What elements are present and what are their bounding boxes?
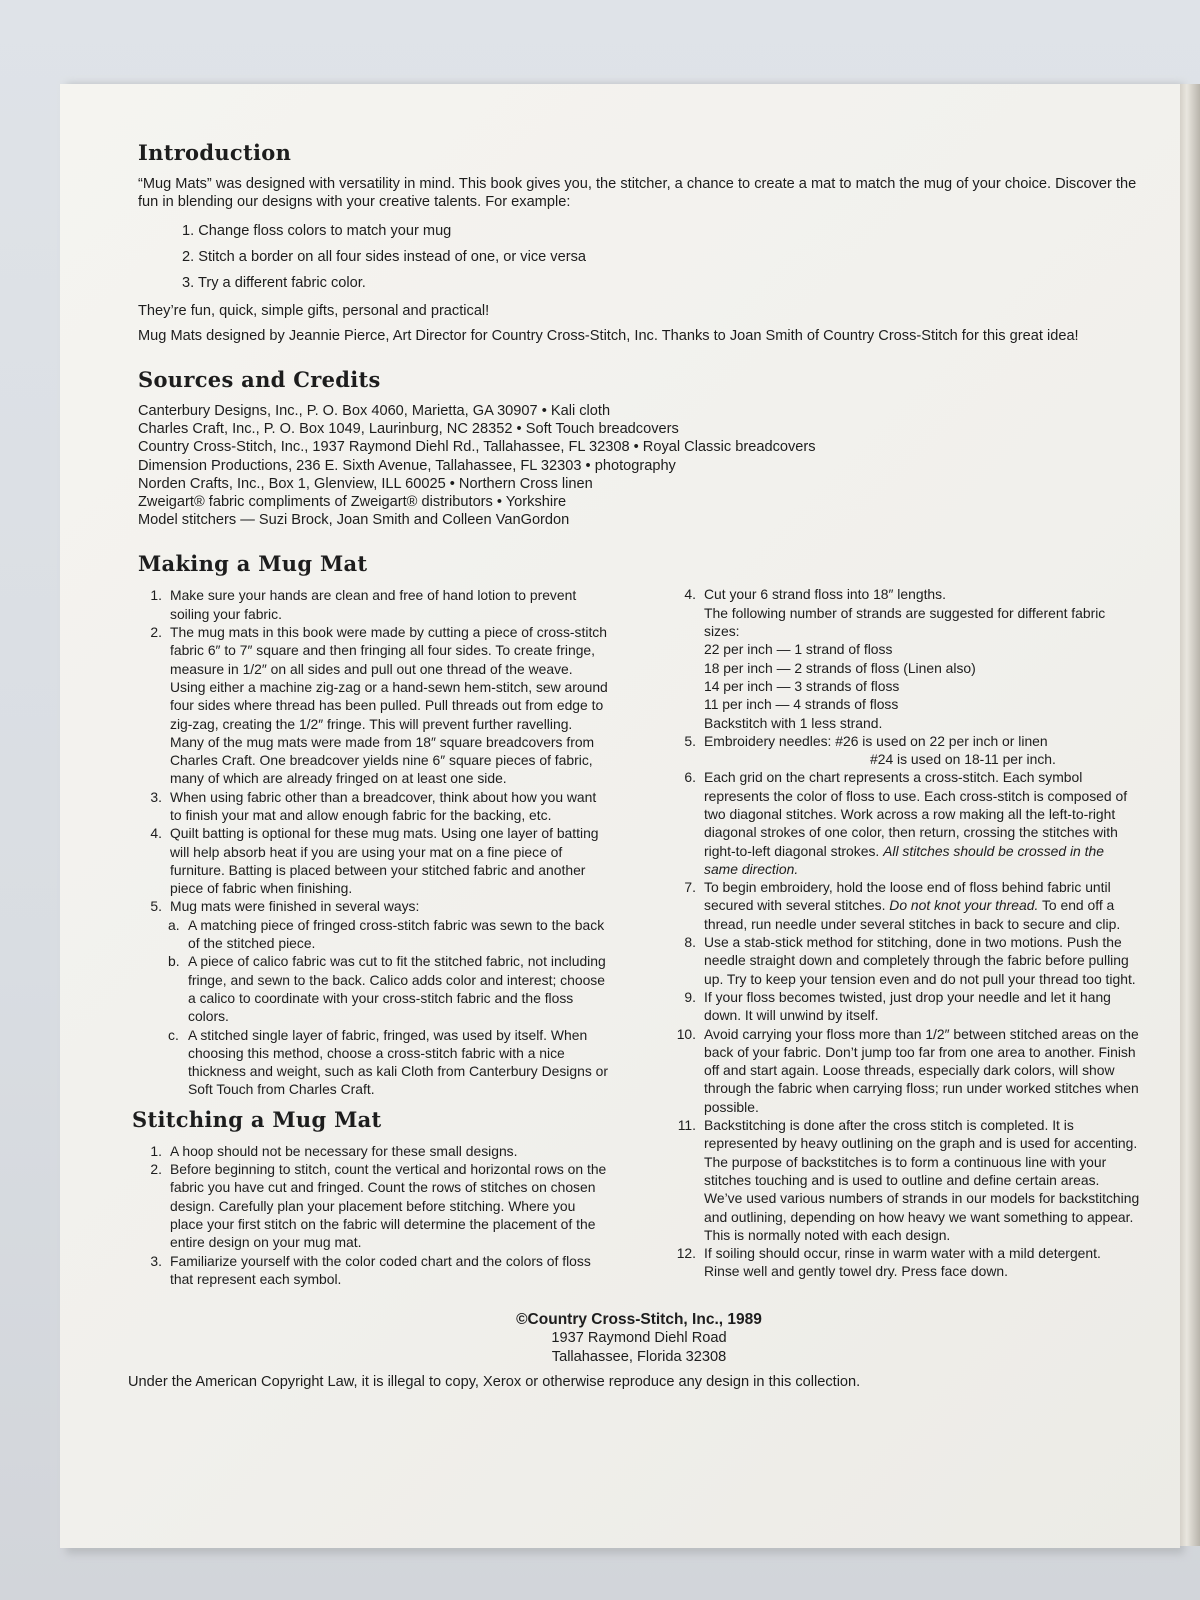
examples-list xyxy=(138,218,1140,296)
source-line: Dimension Productions, 236 E. Sixth Avenue, Tallahassee, FL 32303 • photography xyxy=(138,457,676,474)
continued-steps xyxy=(672,585,1140,1280)
step-backstitching: 11. Backstitching is done after the cross stitch is completed. It is represented by heavy outlining on the graph and is used for accenting. The purpose of backstitches is to form a continuous line with your stitches touching and is used to outline and define certain areas. We’ve used various numbers of strands in our models for backstitching and outlining, depending on how heavy we want something to appear. This is normally noted with each design. xyxy=(677,1117,1140,1243)
stitching-steps xyxy=(138,1142,610,1288)
copyright-notice: Under the American Copyright Law, it is illegal to copy, Xerox or otherwise reproduce any design in this collection. xyxy=(128,1374,861,1391)
step-twisted-floss: 9. If your floss becomes twisted, just drop your needle and let it hang down. It will unwind by itself. xyxy=(684,988,1111,1024)
finishing-method: a. A matching piece of fringed cross-stitch fabric was sewn to the back of the stitched piece. xyxy=(168,916,605,952)
copyright-line: ©Country Cross-Stitch, Inc., 1989 xyxy=(516,1311,762,1329)
step-soiling: 12. If soiling should occur, rinse in warm water with a mild detergent. Rinse well and gently towel dry. Press face down. xyxy=(676,1245,1101,1280)
source-line: Norden Crafts, Inc., Box 1, Glenview, ILL 60025 • Northern Cross linen xyxy=(138,475,593,492)
instruction-columns xyxy=(132,551,1140,1288)
source-line: Zweigart® fabric compliments of Zweigart® distributors • Yorkshire xyxy=(138,494,567,511)
address-line: 1937 Raymond Diehl Road xyxy=(551,1330,727,1347)
booklet-page xyxy=(60,84,1180,1548)
booklet-spine xyxy=(1178,84,1200,1546)
designer-credit: Mug Mats designed by Jeannie Pierce, Art Director for Country Cross-Stitch, Inc. Thanks to Joan Smith of Country Cross-Stitch for this great idea! xyxy=(138,328,1079,344)
stitching-step: 2. Before beginning to stitch, count the vertical and horizontal rows on the fabric you have cut and fringed. Count the rows of stitches on chosen design. Carefully plan your placement before stitching. Where you place your first stitch on the fabric will determine the placement of the entire design on your mug mat. xyxy=(150,1161,607,1251)
step-stab-stitch: 8. Use a stab-stick method for stitching, done in two motions. Push the needle straight down and completely through the fabric before pulling up. Try to keep your tension even and do not pull your thread too tight. xyxy=(684,934,1136,987)
finishing-method: c. A stitched single layer of fabric, fringed, was used by itself. When choosing this method, choose a cross-stitch fabric with a nice thickness and weight, such as kali Cloth from Canterbury Designs or Soft Touch from Charles Craft. xyxy=(168,1026,608,1098)
gifts-line: They’re fun, quick, simple gifts, personal and practical! xyxy=(138,303,490,319)
making-steps xyxy=(138,586,610,915)
making-step: 4. Quilt batting is optional for these mug mats. Using one layer of batting will help absorb heat if you are using your mat on a fine piece of furniture. Batting is placed between your stitched fabric and another piece of fabric when finishing. xyxy=(150,825,599,897)
left-column xyxy=(132,551,610,1288)
address-line: Tallahassee, Florida 32308 xyxy=(551,1348,727,1365)
finishing-method: b. A piece of calico fabric was cut to fit the stitched fabric, not including fringe, and sewn to the back. Calico adds color and interest; choose a calico to coordinate with your cross-stitch fabric and the floss colors. xyxy=(168,953,606,1025)
right-column xyxy=(672,551,1140,1288)
stitching-step: 3. Familiarize yourself with the color coded chart and the colors of floss that represent each symbol. xyxy=(150,1252,591,1287)
making-step: 1. Make sure your hands are clean and free of hand lotion to prevent soiling your fabric. xyxy=(150,587,577,622)
source-line: Charles Craft, Inc., P. O. Box 1049, Laurinburg, NC 28352 • Soft Touch breadcovers xyxy=(138,421,679,438)
example-item: 2. Stitch a border on all four sides instead of one, or vice versa xyxy=(182,249,586,265)
introduction-paragraph: “Mug Mats” was designed with versatility in mind. This book gives you, the stitcher, a chance to create a mat to match the mug of your choice. Discover the fun in blending our designs with your creative talents. For example: xyxy=(138,176,1137,210)
making-step: 3. When using fabric other than a breadcover, think about how you want to finish your mat and allow enough fabric for the backing, etc. xyxy=(150,788,597,823)
stitching-heading: Stitching a Mug Mat xyxy=(132,1106,382,1132)
page-content xyxy=(128,140,1140,1391)
source-line: Country Cross-Stitch, Inc., 1937 Raymond Diehl Rd., Tallahassee, FL 32308 • Royal Classic breadcovers xyxy=(138,439,816,456)
source-line: Model stitchers — Suzi Brock, Joan Smith and Colleen VanGordon xyxy=(138,512,570,529)
finishing-methods xyxy=(138,916,610,1099)
introduction-heading: Introduction xyxy=(138,140,292,165)
step-floss-length: 4. Cut your 6 strand floss into 18″ lengths. The following number of strands are suggested for different fabric sizes: 22 per inch — 1 strand of floss 18 per inch — 2 strands of floss (Linen also) 14 per inch — 3 strands of floss 11 per inch — 4 strands of floss Backstitch with 1 less strand. xyxy=(684,586,1106,731)
sources-section xyxy=(138,367,1140,529)
making-step: 2. The mug mats in this book were made by cutting a piece of cross-stitch fabric 6″ to 7″ square and then fringing all four sides. To create fringe, measure in 1/2″ on all sides and pull out one thread of the weave. Using either a machine zig-zag or a hand-sewn hem-stitch, sew around four sides where thread has been pulled. Pull threads out from edge to zig-zag, creating the 1/2″ fringe. This will prevent further ravelling. Many of the mug mats were made from 18″ square breadcovers from Charles Craft. One breadcover yields nine 6″ square pieces of fabric, many of which are already fringed on at least one side. xyxy=(150,624,608,787)
page-footer xyxy=(138,1310,1140,1366)
introduction-section xyxy=(138,140,1140,345)
sources-list xyxy=(138,402,1140,529)
step-carrying-floss: 10. Avoid carrying your floss more than 1/2″ between stitched areas on the back of your fabric. Don’t jump too far from one area to another. Finish off and start again. Loose threads, especially dark colors, will show through the fabric when carrying floss; run under worked stitches when possible. xyxy=(676,1025,1139,1115)
step-grid: 6. Each grid on the chart represents a cross-stitch. Each symbol represents the color of floss to use. Each cross-stitch is composed of two diagonal stitches. Work across a row making all the left-to-right diagonal strokes of one color, then return, crossing the stitches with right-to-left diagonal strokes. All stitches should be crossed in the same direction. xyxy=(684,769,1128,877)
making-heading: Making a Mug Mat xyxy=(138,551,368,577)
source-line: Canterbury Designs, Inc., P. O. Box 4060, Marietta, GA 30907 • Kali cloth xyxy=(138,403,611,419)
making-step: 5. Mug mats were finished in several ways: xyxy=(150,898,420,915)
step-needles: 5. Embroidery needles: #26 is used on 22 per inch or linen #24 is used on 18-11 per inch. xyxy=(684,732,1056,768)
step-begin-embroidery: 7. To begin embroidery, hold the loose end of floss behind fabric until secured with several stitches. Do not knot your thread. To end off a thread, run needle under several stitches in back to secure and clip. xyxy=(684,879,1121,932)
example-item: 1. Change floss colors to match your mug xyxy=(182,223,452,239)
stitching-step: 1. A hoop should not be necessary for these small designs. xyxy=(150,1142,518,1159)
sources-heading: Sources and Credits xyxy=(138,367,381,392)
example-item: 3. Try a different fabric color. xyxy=(182,275,366,291)
